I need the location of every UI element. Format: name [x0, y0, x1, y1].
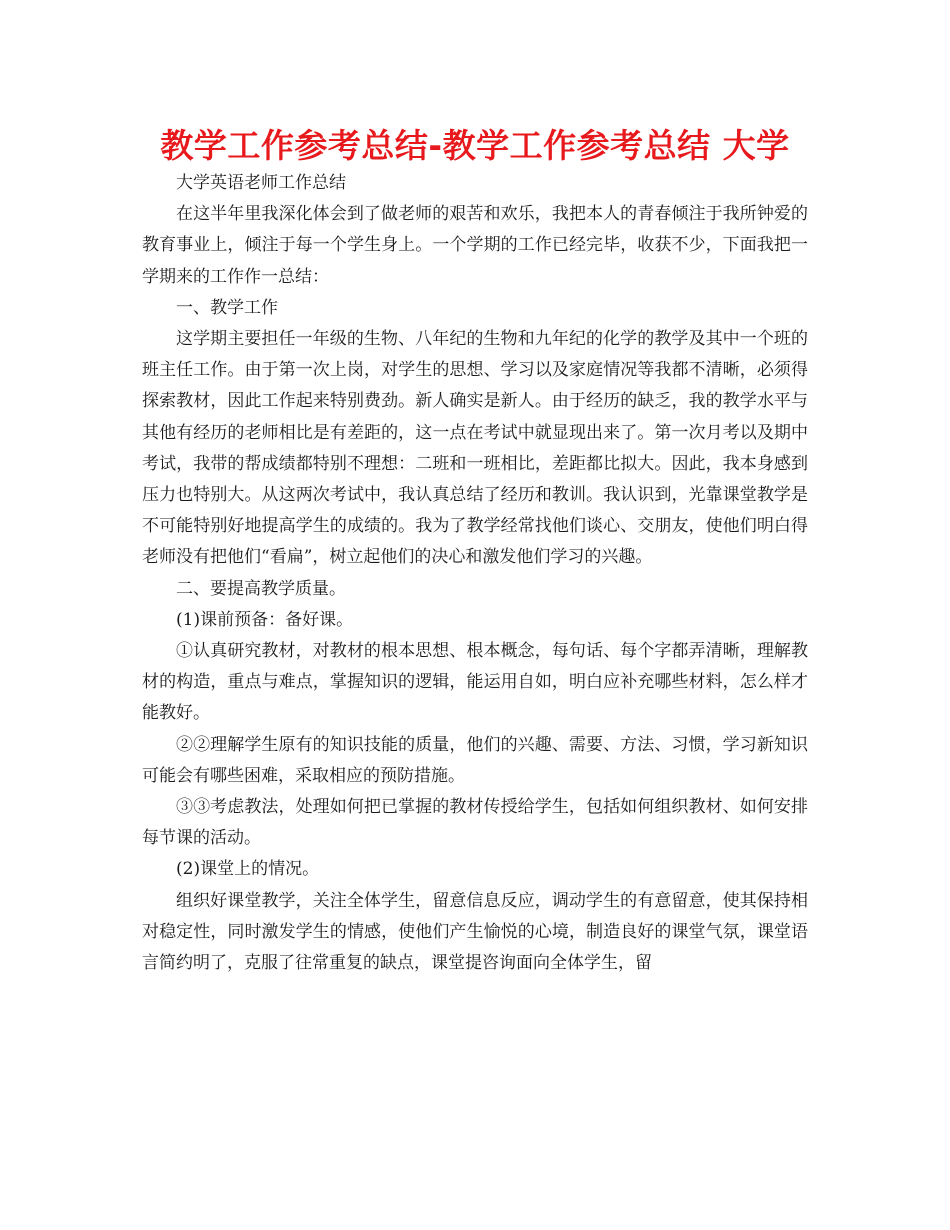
paragraph-item-3: ③③考虑教法，处理如何把已掌握的教材传授给学生，包括如何组织教材、如何安排每节课的活动。	[142, 797, 808, 849]
section-heading-teaching-work: 一、教学工作	[176, 297, 278, 318]
subheading-classroom: (2)课堂上的情况。	[176, 859, 320, 880]
subheading-lesson-prep: (1)课前预备：备好课。	[176, 609, 354, 630]
paragraph-teaching-work: 这学期主要担任一年级的生物、八年纪的生物和九年纪的化学的教学及其中一个班的班主任工作。由于第一次上岗，对学生的思想、学习以及家庭情况等我都不清晰，必须得探索教材，因此工作起来特别费劲。新人确实是新人。由于经历的缺乏，我的教学水平与其他有经历的老师相比是有差距的，这一点在考试中就显现出来了。第一次月考以及期中考试，我带的帮成绩都特别不理想：二班和一班相比，差距都比拟大。因此，我本身感到压力也特别大。从这两次考试中，我认真总结了经历和教训。我认识到，光靠课堂教学是不可能特别好地提高学生的成绩的。我为了教学经常找他们谈心、交朋友，使他们明白得老师没有把他们“看扁”，树立起他们的决心和激发他们学习的兴趣。	[142, 329, 808, 568]
section-heading-improve-quality: 二、要提高教学质量。	[176, 578, 346, 599]
document-title: 教学工作参考总结-教学工作参考总结 大学	[160, 126, 790, 165]
paragraph-intro: 在这半年里我深化体会到了做老师的艰苦和欢乐，我把本人的青春倾注于我所钟爱的教育事业上，倾注于每一个学生身上。一个学期的工作已经完毕，收获不少，下面我把一学期来的工作作一总结：	[142, 204, 808, 287]
paragraph-classroom: 组织好课堂教学，关注全体学生，留意信息反应，调动学生的有意留意，使其保持相对稳定性，同时激发学生的情感，使他们产生愉悦的心境，制造良好的课堂气氛，课堂语言简约明了，克服了往常重复的缺点，课堂提咨询面向全体学生，留	[142, 890, 808, 974]
paragraph-item-2: ②②理解学生原有的知识技能的质量，他们的兴趣、需要、方法、习惯，学习新知识可能会有哪些困难，采取相应的预防措施。	[142, 734, 808, 786]
document-body	[142, 168, 808, 979]
paragraph-item-1: ①认真研究教材，对教材的根本思想、根本概念，每句话、每个字都弄清晰，理解教材的构造，重点与难点，掌握知识的逻辑，能运用自如，明白应补充哪些材料，怎么样才能教好。	[142, 641, 808, 724]
paragraph-subtitle: 大学英语老师工作总结	[176, 173, 346, 193]
